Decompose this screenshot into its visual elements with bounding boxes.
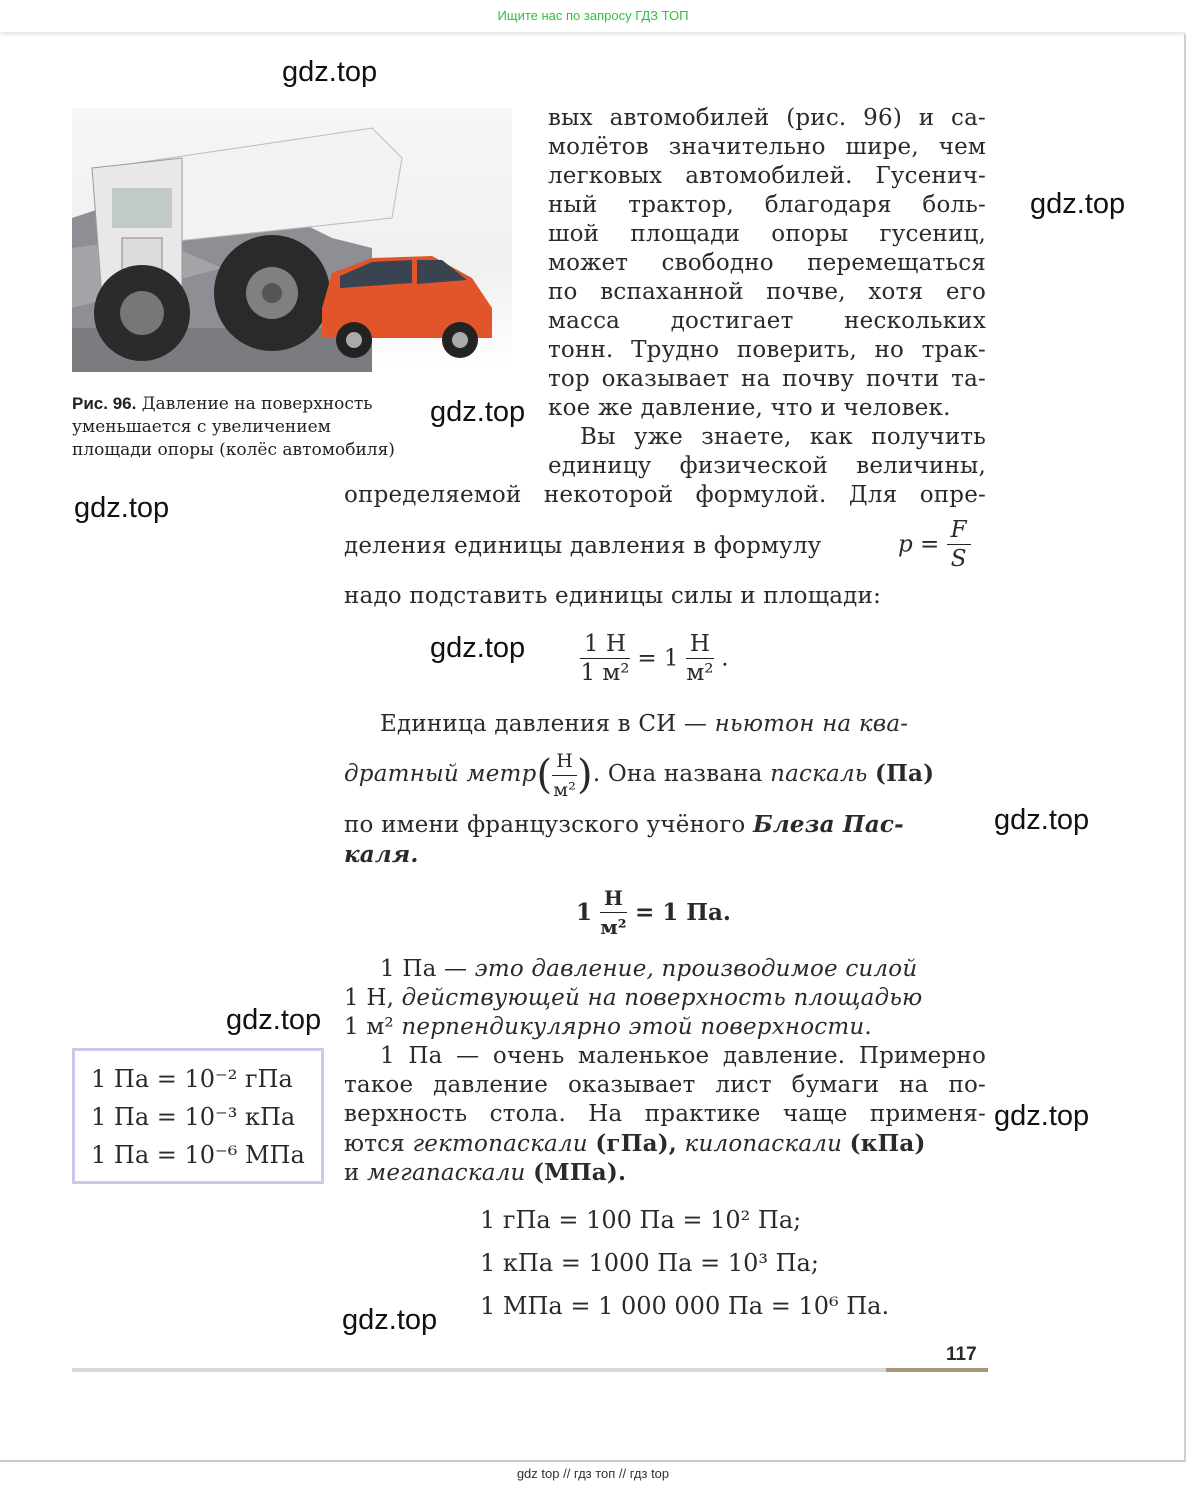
text-line: кое же давление, что и человек.: [548, 395, 951, 421]
eq1-den1: 1 м²: [580, 660, 630, 686]
eq1-den2: м²: [686, 660, 714, 686]
def-1a: 1 Па —: [380, 956, 468, 982]
para3-den: м²: [553, 778, 577, 801]
para3-num: Н: [552, 747, 577, 776]
text-line: определяемой некоторой формулой. Для опре-: [344, 482, 986, 508]
def-2b: действующей на поверхность площадью: [401, 985, 923, 1011]
para4-4a: ются: [344, 1131, 405, 1157]
para3-scientist: по имени французского учёного: [344, 812, 746, 838]
square-meter-italic: дратный метр: [344, 761, 537, 787]
def-2a: 1 Н,: [344, 985, 395, 1011]
search-notice: Ищите нас по запросу ГДЗ ТОП: [0, 0, 1186, 32]
text-line: [344, 840, 419, 870]
hectopascal-italic: гектопаскали: [412, 1131, 588, 1157]
eq2-num: Н: [600, 884, 627, 913]
text-line: ный трактор, благодаря боль-: [548, 192, 986, 218]
unit-equation-1: [580, 630, 729, 687]
eq1-mid: = 1: [637, 645, 679, 672]
figure-caption-line-2: уменьшается с увеличением: [72, 417, 331, 437]
pascal-name-end: каля.: [344, 841, 419, 868]
figure-caption-label: Рис. 96.: [72, 394, 137, 413]
def-3a: 1 м²: [344, 1014, 394, 1040]
figure-96-photo: [72, 108, 512, 372]
page-rule: [72, 1368, 888, 1372]
text-line: [380, 710, 908, 739]
eq1-num2: Н: [686, 630, 714, 659]
text-line: молётов значительно шире, чем: [548, 134, 986, 160]
text-line: Вы уже знаете, как получить: [580, 424, 986, 450]
figure-caption-line-1: Давление на поверхность: [141, 394, 373, 414]
si-unit-italic: ньютон на ква-: [714, 711, 909, 737]
conversion-box: [72, 1048, 324, 1184]
para4-5a: и: [344, 1160, 360, 1186]
text-line: вых автомобилей (рис. 96) и са-: [548, 105, 986, 131]
watermark: gdz.top: [994, 804, 1090, 836]
watermark: gdz.top: [226, 1004, 322, 1036]
formula-p: p =: [898, 531, 940, 558]
text-line: верхность стола. На практике чаще применя-: [344, 1101, 986, 1127]
para3-named: . Она названа: [592, 761, 763, 787]
text-line: [344, 984, 923, 1013]
text-line: тор оказывает на почву почти та-: [548, 366, 986, 392]
footer-links[interactable]: gdz top // гдз топ // гдз top: [516, 1466, 670, 1481]
text-line: [380, 955, 917, 984]
eq1-end: .: [721, 645, 729, 672]
megapascal-abbr: (МПа).: [533, 1159, 627, 1186]
text-line: [344, 1013, 872, 1042]
text-line: масса достигает нескольких: [548, 308, 986, 334]
hectopascal-abbr: (гПа),: [595, 1130, 678, 1157]
text-line: [344, 810, 904, 840]
formula-s: S: [950, 546, 967, 572]
watermark: gdz.top: [430, 396, 526, 428]
unit-conversion-2: 1 кПа = 1000 Па = 10³ Па;: [480, 1249, 819, 1277]
def-1b: это давление, производимое силой: [474, 956, 918, 982]
text-line: может свободно перемещаться: [548, 250, 986, 276]
truck-and-car-illustration: [72, 108, 512, 372]
kilopascal-italic: килопаскали: [684, 1131, 843, 1157]
box-line-2: 1 Па = 10⁻³ кПа: [91, 1103, 296, 1131]
page-number: 117: [946, 1344, 977, 1365]
text-line: деления единицы давления в формулу: [344, 533, 822, 559]
megapascal-italic: мегапаскали: [367, 1160, 526, 1186]
text-line: такое давление оказывает лист бумаги на по-: [344, 1072, 986, 1098]
pascal-abbr: (Па): [875, 760, 935, 787]
text-line: [344, 1158, 626, 1188]
text-line: надо подставить единицы силы и площади:: [344, 583, 882, 609]
eq2-den: м²: [600, 915, 627, 939]
watermark: gdz.top: [1030, 188, 1126, 220]
eq2-one: 1: [576, 899, 593, 926]
pascal-name: Блеза Пас-: [752, 811, 904, 838]
watermark: gdz.top: [342, 1304, 438, 1336]
formula-f: F: [947, 516, 971, 545]
watermark: gdz.top: [430, 632, 526, 664]
watermark: gdz.top: [282, 56, 378, 88]
figure-caption: [72, 392, 472, 462]
box-line-1: 1 Па = 10⁻² гПа: [91, 1065, 293, 1093]
text-line: единицу физической величины,: [548, 453, 986, 479]
unit-conversion-1: 1 гПа = 100 Па = 10² Па;: [480, 1206, 802, 1234]
text-line: шой площади опоры гусениц,: [548, 221, 986, 247]
pressure-formula: [898, 516, 971, 573]
text-line: 1 Па — очень маленькое давление. Примерно: [380, 1043, 986, 1069]
kilopascal-abbr: (кПа): [849, 1130, 926, 1157]
watermark: gdz.top: [74, 492, 170, 524]
figure-caption-line-3: площади опоры (колёс автомобиля): [72, 440, 395, 460]
text-line: тонн. Трудно поверить, но трак-: [548, 337, 986, 363]
eq1-num1: 1 Н: [580, 630, 630, 659]
text-line: легковых автомобилей. Гусенич-: [548, 163, 986, 189]
si-unit-text: Единица давления в СИ —: [380, 711, 708, 737]
page-rule-accent: [886, 1368, 988, 1372]
text-line: по вспаханной почве, хотя его: [548, 279, 986, 305]
box-line-3: 1 Па = 10⁻⁶ МПа: [91, 1141, 305, 1169]
watermark: gdz.top: [994, 1100, 1090, 1132]
unit-equation-2: [576, 884, 731, 941]
text-line: [344, 1129, 926, 1159]
def-3b: перпендикулярно этой поверхности.: [401, 1014, 872, 1040]
pascal-italic: паскаль: [770, 761, 868, 787]
unit-conversion-3: 1 МПа = 1 000 000 Па = 10⁶ Па.: [480, 1292, 890, 1320]
eq2-rest: = 1 Па.: [634, 899, 731, 926]
text-line: дратный метр( $\frac{Н}{\text{м²}}$ ). Она названа паскаль (Па): [344, 744, 934, 805]
